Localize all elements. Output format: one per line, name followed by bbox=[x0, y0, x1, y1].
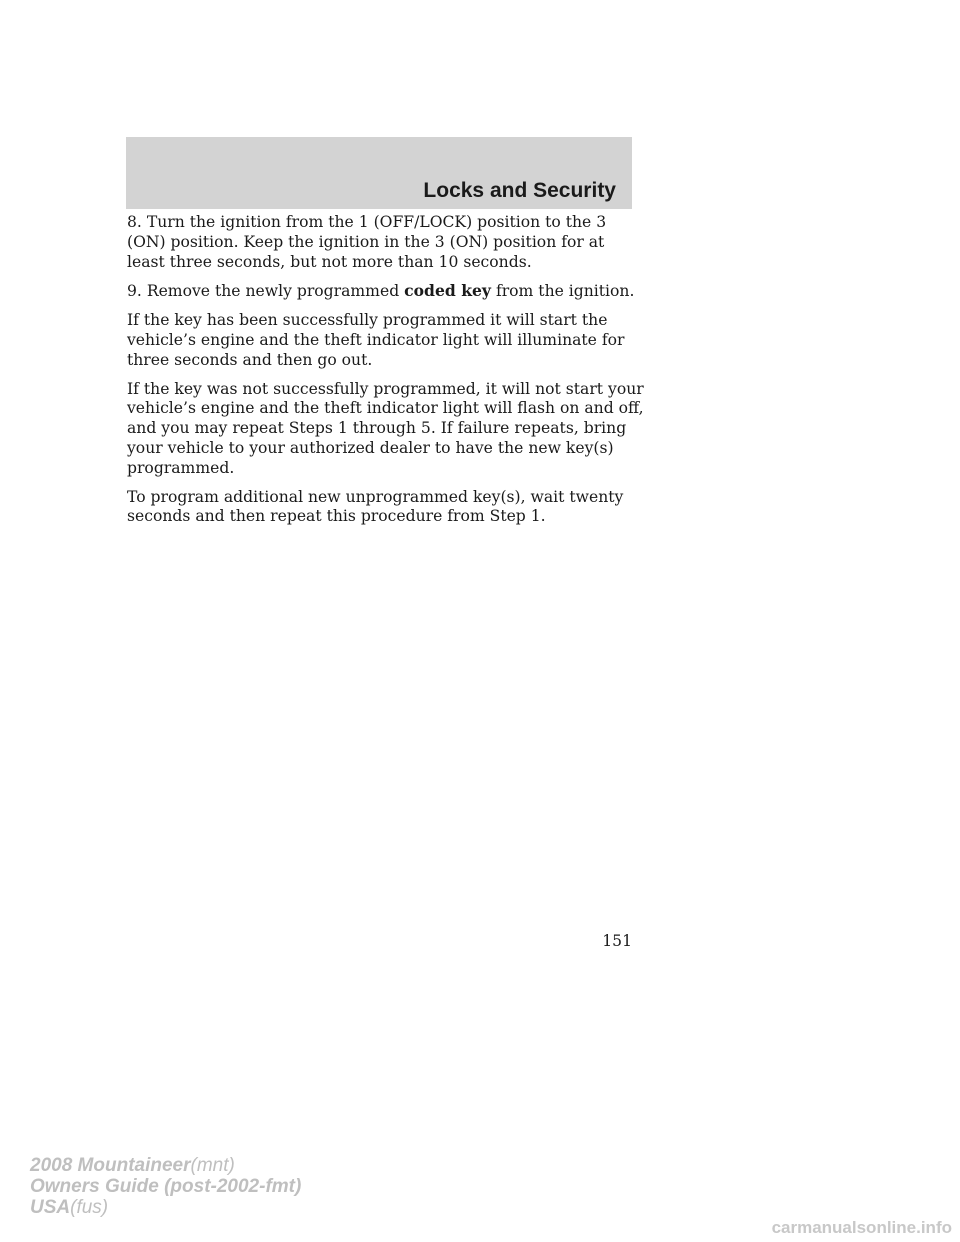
paragraph-step-9 bbox=[127, 281, 647, 302]
document-footer bbox=[30, 1155, 301, 1218]
section-title: Locks and Security bbox=[423, 179, 616, 202]
paragraph-step-8: 8. Turn the ignition from the 1 (OFF/LOCK) position to the 3 (ON) position. Keep the ignition in the 3 (ON) position for at least three seconds, but not more than 10 seconds. bbox=[127, 213, 607, 271]
footer-model: 2008 Mountaineer bbox=[30, 1155, 191, 1176]
step-9-text-before: 9. Remove the newly programmed bbox=[127, 282, 405, 301]
section-header-band bbox=[126, 137, 632, 209]
footer-line-guide bbox=[30, 1176, 301, 1197]
body-text bbox=[127, 213, 647, 536]
footer-model-code: (mnt) bbox=[190, 1155, 235, 1176]
paragraph-success: If the key has been successfully programmed it will start the vehicle’s engine and the theft indicator light will illuminate for three seconds and then go out. bbox=[127, 311, 625, 369]
step-9-text-after: from the ignition. bbox=[490, 282, 635, 301]
footer-guide: Owners Guide (post-2002-fmt) bbox=[30, 1176, 302, 1197]
paragraph-additional-keys: To program additional new unprogrammed key(s), wait twenty seconds and then repeat this procedure from Step 1. bbox=[127, 487, 624, 526]
footer-line-market bbox=[30, 1197, 301, 1218]
footer-market-code: (fus) bbox=[70, 1197, 109, 1218]
page-number: 151 bbox=[602, 932, 632, 950]
footer-line-model bbox=[30, 1155, 301, 1176]
coded-key-term: coded key bbox=[404, 281, 491, 301]
paragraph-failure: If the key was not successfully programmed, it will not start your vehicle’s engine and the theft indicator light will flash on and off, and you may repeat Steps 1 through 5. If failure repeats, bring your vehicle to your authorized dealer to have the new key(s) programmed. bbox=[127, 379, 644, 477]
watermark: carmanualsonline.info bbox=[771, 1218, 952, 1237]
footer-market: USA bbox=[30, 1197, 71, 1218]
